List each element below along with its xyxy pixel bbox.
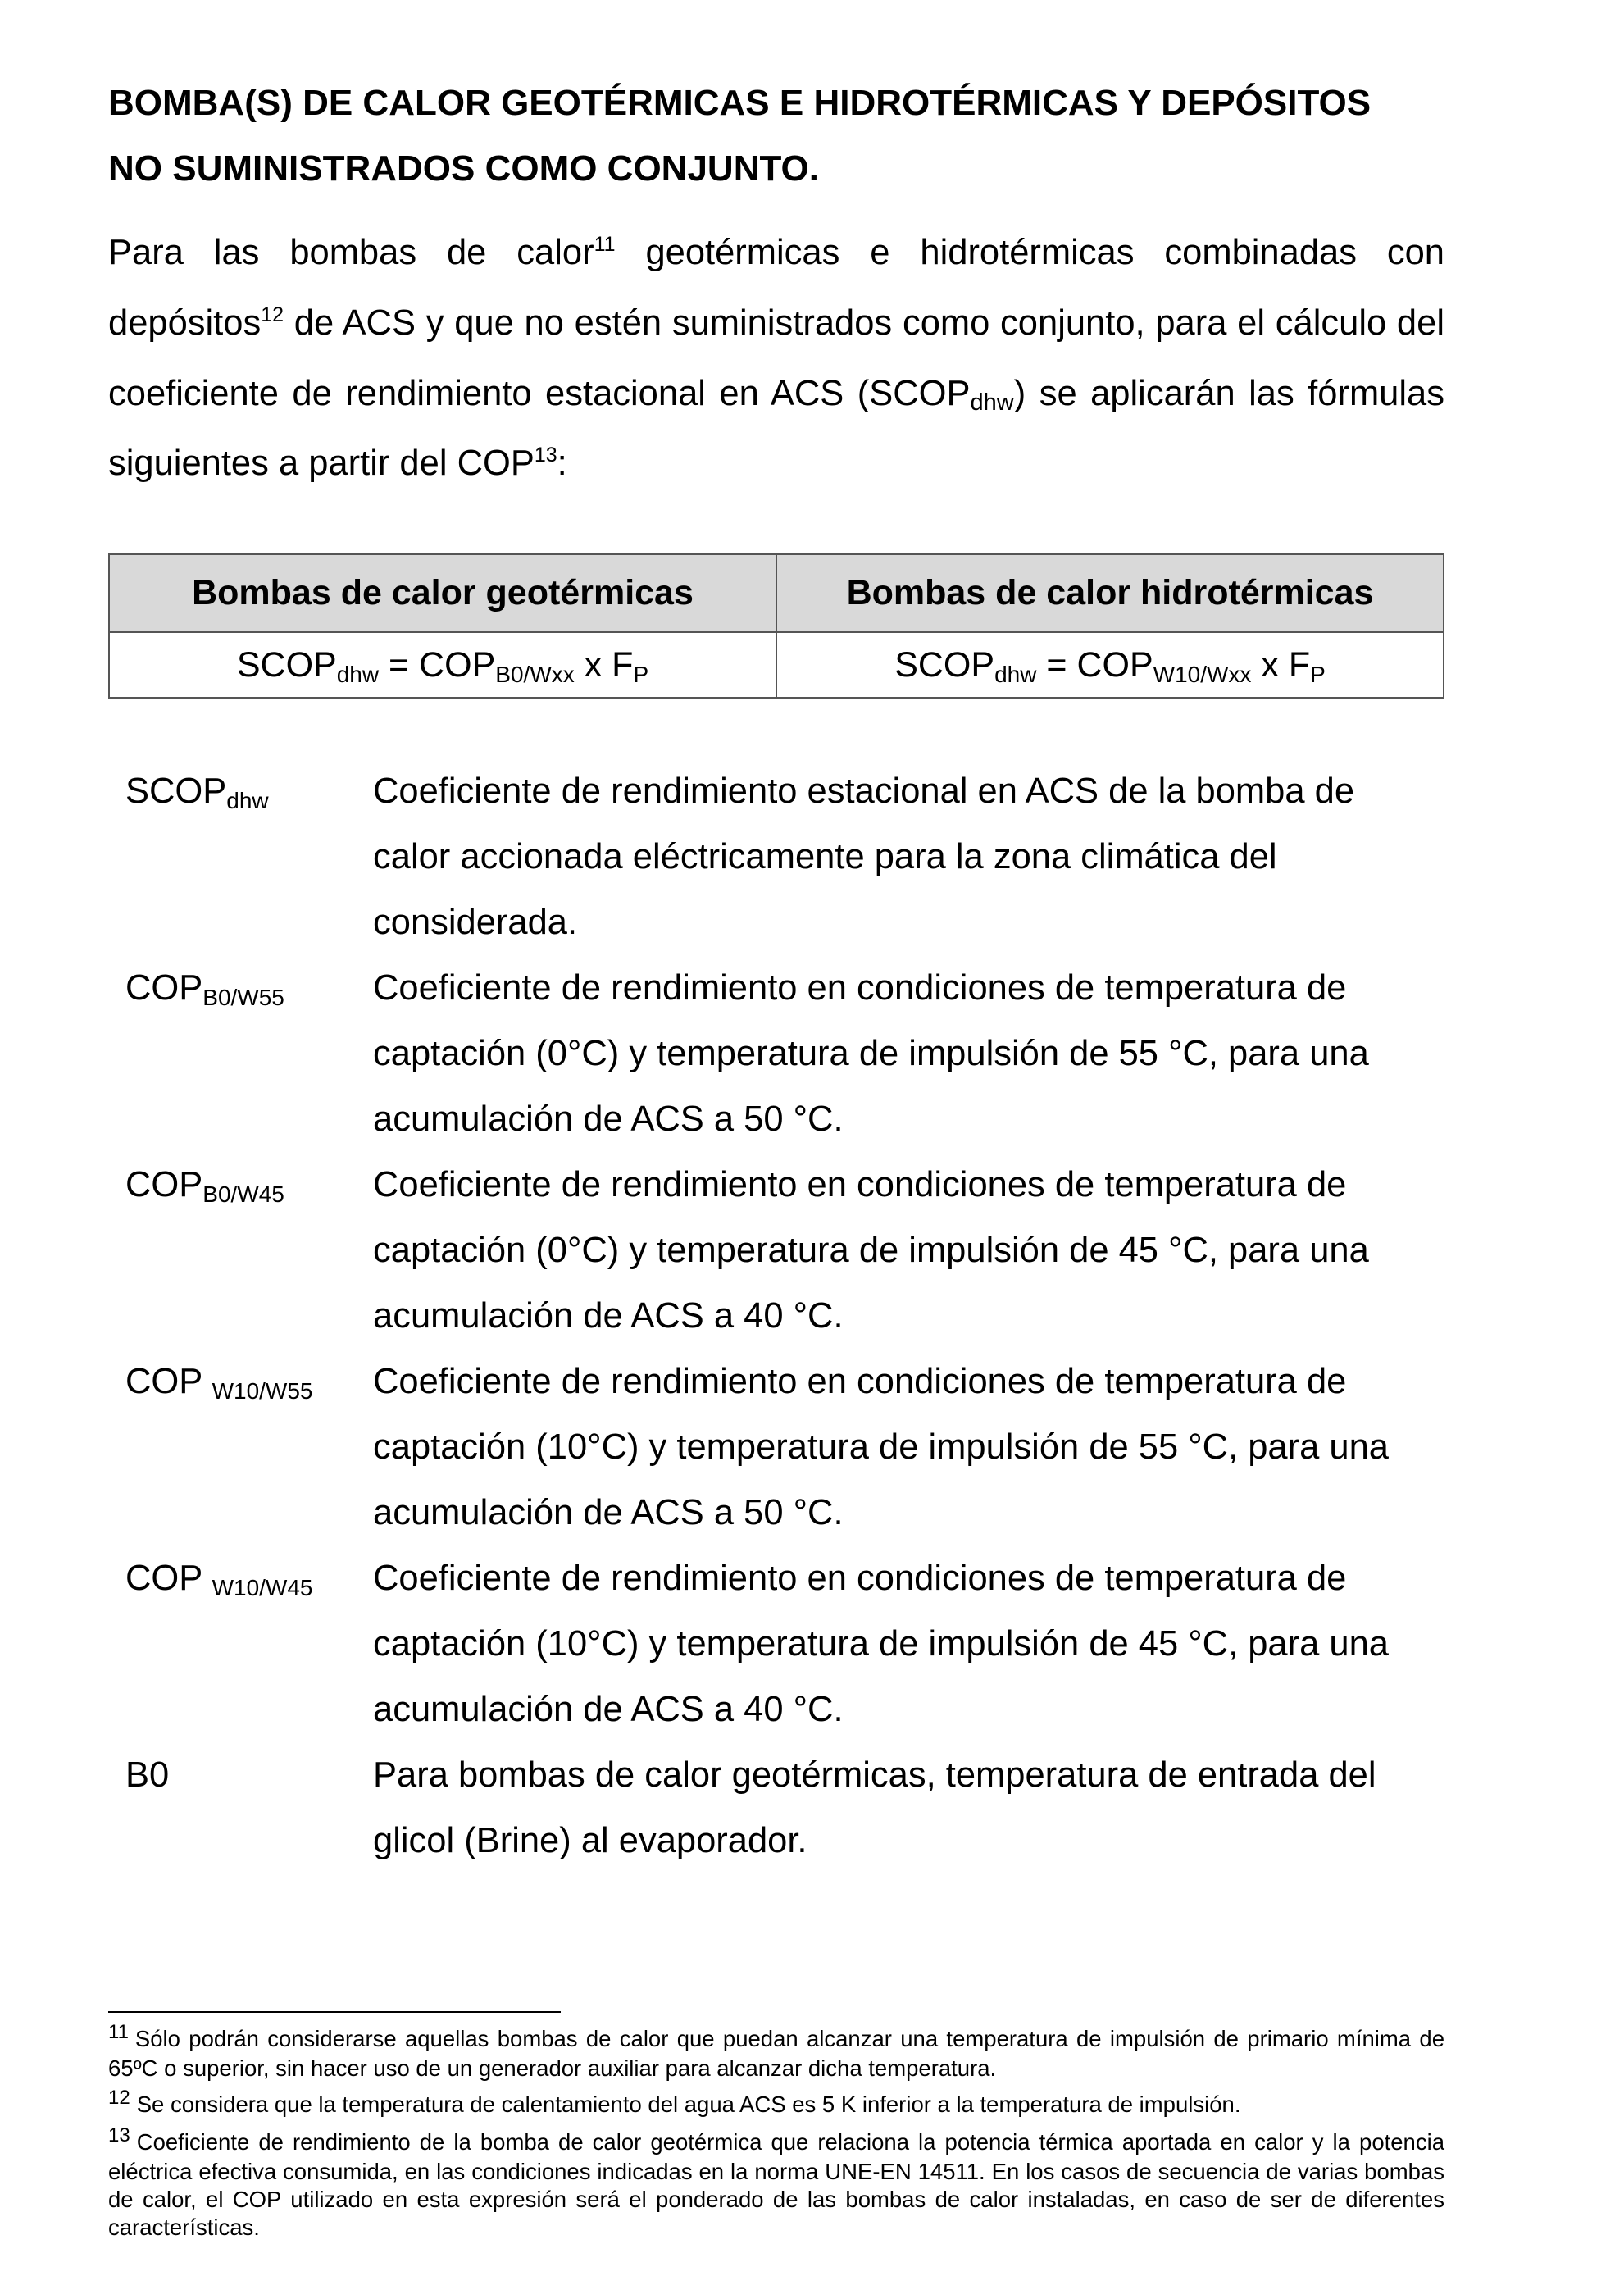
formula-geo-sub-b: B0/Wxx: [495, 661, 575, 687]
definition-line: captación (10°C) y temperatura de impulsión de 55 °C, para una: [373, 1427, 1389, 1467]
header-hidrotermicas: Bombas de calor hidrotérmicas: [776, 554, 1444, 632]
definition-scop-dhw: [125, 758, 1429, 955]
footnote-12: [108, 2087, 1444, 2120]
definition-term: [125, 1152, 284, 1222]
formula-geotermicas: [109, 632, 776, 698]
footnote-11: [108, 2021, 1444, 2083]
definition-term: [125, 955, 284, 1025]
footnote-number: 11: [108, 2021, 129, 2043]
formula-geo-part-c: x F: [574, 644, 634, 685]
definition-cop-b0-w45: [125, 1152, 1429, 1349]
intro-text-2: geotérmicas e hidrotérmicas combinadas con depósitos: [108, 233, 1444, 343]
definition-text: [373, 1742, 1429, 1873]
definition-cop-b0-w55: [125, 955, 1429, 1152]
formula-geo-sub-c: P: [633, 661, 649, 687]
term-main: COP: [125, 1165, 203, 1204]
footnote-ref-12[interactable]: 12: [261, 303, 284, 326]
definition-term: [125, 1349, 313, 1418]
definition-term: [125, 1742, 169, 1812]
footnote-text: Coeficiente de rendimiento de la bomba de calor geotérmica que relaciona la potencia térmica aportada en calor y la potencia eléctrica efectiva consumida, en las condiciones indicadas en la norma UNE-EN 14511. En los casos de secuencia de varias bombas de calor, el COP utilizado en esta expresión será el ponderado de las bombas de calor instaladas, en caso de ser de diferentes características.: [108, 2129, 1444, 2240]
formula-hidro-part-c: x F: [1251, 644, 1311, 685]
definition-text: [373, 1349, 1429, 1545]
definition-line: glicol (Brine) al evaporador.: [373, 1821, 807, 1860]
definition-line: Coeficiente de rendimiento en condiciones de temperatura de: [373, 1165, 1347, 1204]
formula-geo-sub-a: dhw: [336, 661, 380, 687]
definition-text: [373, 758, 1429, 955]
footnote-13: [108, 2124, 1444, 2242]
footnote-number: 13: [108, 2124, 130, 2146]
footnote-text: Se considera que la temperatura de calentamiento del agua ACS es 5 K inferior a la temperatura de impulsión.: [136, 2092, 1241, 2117]
heading-line-2: NO SUMINISTRADOS COMO CONJUNTO.: [108, 148, 820, 189]
definition-term: [125, 1545, 313, 1615]
footnote-separator: [108, 2011, 561, 2013]
definition-line: Para bombas de calor geotérmicas, temperatura de entrada del: [373, 1755, 1376, 1795]
intro-text-1: Para las bombas de calor: [108, 233, 594, 272]
definition-line: Coeficiente de rendimiento en condiciones de temperatura de: [373, 1559, 1347, 1598]
term-subscript: W10/W45: [212, 1575, 313, 1600]
footnote-text: Sólo podrán considerarse aquellas bombas de calor que puedan alcanzar una temperatura de impulsión de primario mínima de 65ºC o superior, sin hacer uso de un generador auxiliar para alcanzar dicha temperatura.: [108, 2026, 1444, 2081]
definition-line: captación (0°C) y temperatura de impulsión de 45 °C, para una: [373, 1231, 1369, 1270]
footnote-ref-11[interactable]: 11: [594, 233, 616, 256]
heading-line-1: BOMBA(S) DE CALOR GEOTÉRMICAS E HIDROTÉRMICAS Y DEPÓSITOS: [108, 83, 1372, 123]
formula-hidro-part-a: SCOP: [894, 644, 995, 685]
formula-hidro-part-b: = COP: [1036, 644, 1153, 685]
formula-hidro-sub-a: dhw: [994, 661, 1037, 687]
definition-line: considerada.: [373, 903, 578, 942]
definition-line: captación (10°C) y temperatura de impulsión de 45 °C, para una: [373, 1624, 1389, 1664]
definition-line: calor accionada eléctricamente para la zona climática del: [373, 837, 1277, 876]
term-main: SCOP: [125, 772, 227, 811]
section-heading: [108, 71, 1453, 202]
formula-geo-part-a: SCOP: [236, 644, 337, 685]
formula-table-row: [109, 632, 1444, 698]
intro-subscript: dhw: [970, 389, 1014, 416]
definition-line: acumulación de ACS a 40 °C.: [373, 1296, 844, 1336]
footnotes: [108, 2021, 1444, 2250]
term-main: B0: [125, 1755, 170, 1795]
term-main: COP: [125, 1362, 212, 1401]
term-main: COP: [125, 1559, 212, 1598]
definition-cop-w10-w45: [125, 1545, 1429, 1742]
formula-hidro-sub-c: P: [1310, 661, 1326, 687]
definition-text: [373, 1152, 1429, 1349]
intro-text-3: de ACS y que no estén suministrados como conjunto, para el cálculo del coeficiente de rendimiento estacional en ACS (SCOP: [108, 303, 1444, 413]
intro-text-4: ) se aplicarán las fórmulas siguientes a partir del COP: [108, 374, 1444, 483]
definition-line: Coeficiente de rendimiento estacional en ACS de la bomba de: [373, 772, 1355, 811]
term-subscript: dhw: [226, 788, 269, 813]
formula-geo-part-b: = COP: [379, 644, 496, 685]
definition-text: [373, 1545, 1429, 1742]
definition-cop-w10-w55: [125, 1349, 1429, 1545]
definition-line: acumulación de ACS a 40 °C.: [373, 1690, 844, 1729]
definitions-list: [125, 758, 1429, 1873]
intro-text-5: :: [557, 444, 567, 483]
definition-term: [125, 758, 269, 828]
term-subscript: W10/W55: [212, 1378, 313, 1404]
definition-line: captación (0°C) y temperatura de impulsión de 55 °C, para una: [373, 1034, 1369, 1073]
intro-paragraph: [108, 220, 1444, 501]
definition-text: [373, 955, 1429, 1152]
term-main: COP: [125, 968, 203, 1008]
formula-hidro-sub-b: W10/Wxx: [1153, 661, 1252, 687]
definition-line: acumulación de ACS a 50 °C.: [373, 1099, 844, 1139]
footnote-ref-13[interactable]: 13: [534, 444, 557, 467]
formula-table: [108, 553, 1444, 699]
definition-line: acumulación de ACS a 50 °C.: [373, 1493, 844, 1532]
definition-line: Coeficiente de rendimiento en condiciones de temperatura de: [373, 1362, 1347, 1401]
header-geotermicas: Bombas de calor geotérmicas: [109, 554, 776, 632]
footnote-number: 12: [108, 2087, 130, 2109]
definition-line: Coeficiente de rendimiento en condiciones de temperatura de: [373, 968, 1347, 1008]
term-subscript: B0/W45: [202, 1181, 284, 1207]
formula-hidrotermicas: [776, 632, 1444, 698]
formula-table-header-row: [109, 554, 1444, 632]
definition-b0: [125, 1742, 1429, 1873]
term-subscript: B0/W55: [202, 985, 284, 1010]
